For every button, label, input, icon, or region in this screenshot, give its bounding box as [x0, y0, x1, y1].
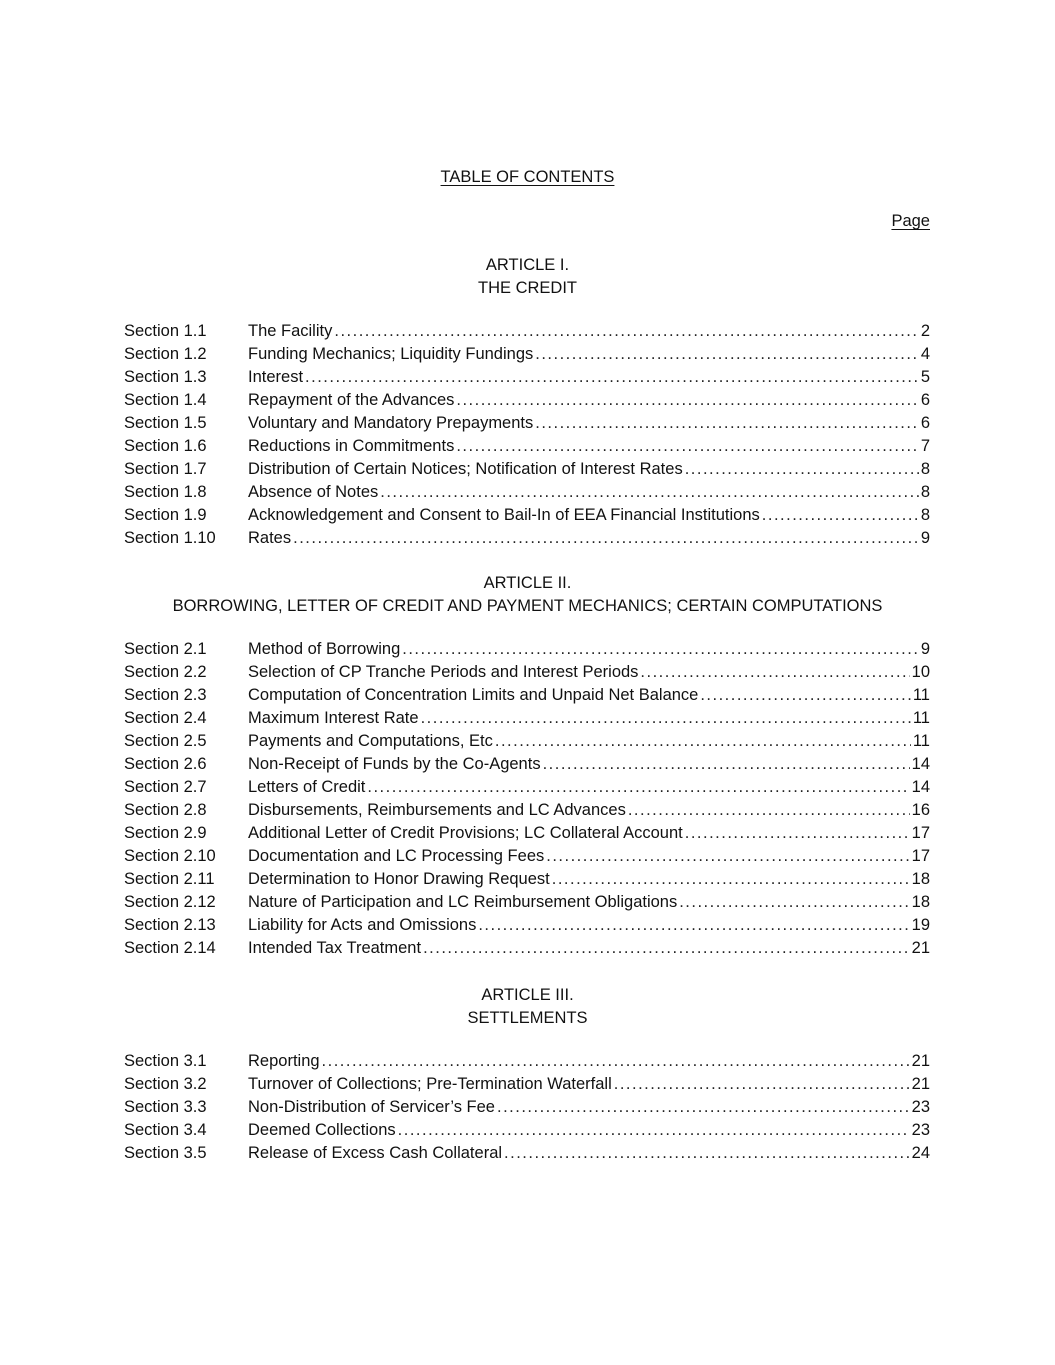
section-title: Reductions in Commitments	[248, 437, 455, 455]
section-number: Section 1.2	[124, 345, 207, 363]
section-number: Section 2.14	[124, 939, 216, 957]
section-number: Section 1.1	[124, 322, 207, 340]
dot-leader	[305, 366, 919, 389]
toc-entry[interactable]	[124, 868, 930, 891]
section-title: Determination to Honor Drawing Request	[248, 870, 550, 888]
toc-entry[interactable]	[124, 412, 930, 435]
toc-entry[interactable]	[124, 753, 930, 776]
toc-entry[interactable]	[124, 435, 930, 458]
section-number: Section 1.8	[124, 483, 207, 501]
article-entries	[0, 1050, 1055, 1165]
article-2	[0, 572, 1055, 960]
section-number: Section 2.6	[124, 755, 207, 773]
toc-entry[interactable]	[124, 458, 930, 481]
section-number: Section 2.12	[124, 893, 216, 911]
page-number: 16	[911, 801, 930, 819]
toc-entry[interactable]	[124, 730, 930, 753]
page-number: 8	[920, 460, 930, 478]
dot-leader	[497, 1096, 910, 1119]
page-number: 23	[911, 1121, 930, 1139]
page-number: 17	[911, 824, 930, 842]
page-number: 5	[920, 368, 930, 386]
article-entries	[0, 638, 1055, 960]
page-number: 6	[920, 414, 930, 432]
toc-entry[interactable]	[124, 707, 930, 730]
page-number: 18	[911, 893, 930, 911]
section-title: Absence of Notes	[248, 483, 379, 501]
toc-entry[interactable]	[124, 1050, 930, 1073]
page-number: 21	[911, 1052, 930, 1070]
dot-leader	[628, 799, 910, 822]
section-number: Section 1.3	[124, 368, 207, 386]
toc-entry[interactable]	[124, 638, 930, 661]
dot-leader	[495, 730, 911, 753]
dot-leader	[367, 776, 909, 799]
toc-entry[interactable]	[124, 937, 930, 960]
section-title: Payments and Computations, Etc	[248, 732, 493, 750]
dot-leader	[546, 845, 909, 868]
toc-entry[interactable]	[124, 684, 930, 707]
section-number: Section 2.5	[124, 732, 207, 750]
toc-entry[interactable]	[124, 481, 930, 504]
page-number: 21	[911, 1075, 930, 1093]
section-number: Section 2.7	[124, 778, 207, 796]
page-number: 4	[920, 345, 930, 363]
section-number: Section 1.7	[124, 460, 207, 478]
page-number: 19	[911, 916, 930, 934]
dot-leader	[685, 822, 910, 845]
dot-leader	[380, 481, 919, 504]
section-title: Selection of CP Tranche Periods and Interest Periods	[248, 663, 639, 681]
section-title: Maximum Interest Rate	[248, 709, 419, 727]
dot-leader	[685, 458, 919, 481]
page-number: 9	[920, 640, 930, 658]
dot-leader	[423, 937, 910, 960]
section-title: Distribution of Certain Notices; Notification of Interest Rates	[248, 460, 683, 478]
dot-leader	[478, 914, 909, 937]
page-number: 2	[920, 322, 930, 340]
section-number: Section 2.13	[124, 916, 216, 934]
section-title: Letters of Credit	[248, 778, 366, 796]
section-title: Interest	[248, 368, 304, 386]
page-number: 10	[911, 663, 930, 681]
article-number: ARTICLE III.	[481, 986, 574, 1004]
toc-entry[interactable]	[124, 527, 930, 550]
article-entries	[0, 320, 1055, 550]
page-number: 14	[911, 778, 930, 796]
section-title: Reporting	[248, 1052, 320, 1070]
dot-leader	[535, 343, 919, 366]
toc-entry[interactable]	[124, 914, 930, 937]
section-number: Section 2.10	[124, 847, 216, 865]
section-title: Funding Mechanics; Liquidity Fundings	[248, 345, 534, 363]
dot-leader	[293, 527, 919, 550]
page-number: 6	[920, 391, 930, 409]
page-number: 11	[912, 732, 930, 750]
page-number: 23	[911, 1098, 930, 1116]
section-title: Rates	[248, 529, 292, 547]
section-number: Section 1.4	[124, 391, 207, 409]
section-title: Disbursements, Reimbursements and LC Advances	[248, 801, 626, 819]
dot-leader	[640, 661, 909, 684]
toc-entry[interactable]	[124, 1142, 930, 1165]
toc-entry[interactable]	[124, 776, 930, 799]
section-number: Section 2.11	[124, 870, 215, 888]
page-number: 21	[911, 939, 930, 957]
toc-entry[interactable]	[124, 1096, 930, 1119]
dot-leader	[552, 868, 910, 891]
section-number: Section 3.4	[124, 1121, 207, 1139]
section-title: Intended Tax Treatment	[248, 939, 422, 957]
toc-entry[interactable]	[124, 504, 930, 527]
page-number: 18	[911, 870, 930, 888]
page-number: 11	[912, 686, 930, 704]
section-title: Nature of Participation and LC Reimbursement Obligations	[248, 893, 678, 911]
toc-entry[interactable]	[124, 1073, 930, 1096]
dot-leader	[456, 389, 918, 412]
section-number: Section 2.9	[124, 824, 207, 842]
toc-entry[interactable]	[124, 366, 930, 389]
section-number: Section 2.4	[124, 709, 207, 727]
article-name: SETTLEMENTS	[467, 1009, 588, 1027]
section-number: Section 2.3	[124, 686, 207, 704]
section-title: Repayment of the Advances	[248, 391, 455, 409]
dot-leader	[543, 753, 910, 776]
dot-leader	[456, 435, 918, 458]
section-number: Section 3.5	[124, 1144, 207, 1162]
section-number: Section 1.10	[124, 529, 216, 547]
page-number: 8	[920, 483, 930, 501]
section-title: Voluntary and Mandatory Prepayments	[248, 414, 534, 432]
section-number: Section 1.9	[124, 506, 207, 524]
section-title: Deemed Collections	[248, 1121, 396, 1139]
section-number: Section 3.2	[124, 1075, 207, 1093]
section-number: Section 2.8	[124, 801, 207, 819]
toc-entry[interactable]	[124, 799, 930, 822]
dot-leader	[421, 707, 911, 730]
toc-entry[interactable]	[124, 1119, 930, 1142]
section-title: Turnover of Collections; Pre-Termination Waterfall	[248, 1075, 612, 1093]
dot-leader	[398, 1119, 910, 1142]
article-number: ARTICLE I.	[485, 256, 570, 274]
dot-leader	[402, 638, 919, 661]
page-number: 7	[920, 437, 930, 455]
dot-leader	[700, 684, 911, 707]
article-name: THE CREDIT	[478, 279, 577, 297]
page-number: 24	[911, 1144, 930, 1162]
page-number: 14	[911, 755, 930, 773]
toc-entry[interactable]	[124, 343, 930, 366]
page-number: 9	[920, 529, 930, 547]
toc-title: TABLE OF CONTENTS	[440, 168, 615, 186]
toc-entry[interactable]	[124, 822, 930, 845]
article-1	[0, 254, 1055, 550]
article-3	[0, 984, 1055, 1165]
page-column-label: Page	[891, 212, 930, 230]
section-title: Non-Distribution of Servicer’s Fee	[248, 1098, 495, 1116]
section-title: Acknowledgement and Consent to Bail-In of EEA Financial Institutions	[248, 506, 760, 524]
article-number: ARTICLE II.	[483, 574, 572, 592]
section-number: Section 2.2	[124, 663, 207, 681]
toc-entry[interactable]	[124, 320, 930, 343]
toc-entry[interactable]	[124, 845, 930, 868]
dot-leader	[535, 412, 919, 435]
dot-leader	[679, 891, 909, 914]
page-number: 11	[912, 709, 930, 727]
section-title: Computation of Concentration Limits and Unpaid Net Balance	[248, 686, 699, 704]
section-title: Release of Excess Cash Collateral	[248, 1144, 503, 1162]
section-number: Section 1.5	[124, 414, 207, 432]
section-title: Additional Letter of Credit Provisions; LC Collateral Account	[248, 824, 683, 842]
toc-entry[interactable]	[124, 661, 930, 684]
section-title: Liability for Acts and Omissions	[248, 916, 477, 934]
dot-leader	[322, 1050, 910, 1073]
section-title: Non-Receipt of Funds by the Co-Agents	[248, 755, 541, 773]
section-number: Section 2.1	[124, 640, 207, 658]
page-number: 8	[920, 506, 930, 524]
section-title: Documentation and LC Processing Fees	[248, 847, 545, 865]
article-name: BORROWING, LETTER OF CREDIT AND PAYMENT MECHANICS; CERTAIN COMPUTATIONS	[172, 597, 883, 615]
dot-leader	[614, 1073, 910, 1096]
dot-leader	[334, 320, 918, 343]
page-number: 17	[911, 847, 930, 865]
toc-entry[interactable]	[124, 389, 930, 412]
section-number: Section 1.6	[124, 437, 207, 455]
section-number: Section 3.3	[124, 1098, 207, 1116]
dot-leader	[762, 504, 919, 527]
section-title: The Facility	[248, 322, 333, 340]
dot-leader	[504, 1142, 910, 1165]
section-title: Method of Borrowing	[248, 640, 401, 658]
toc-entry[interactable]	[124, 891, 930, 914]
section-number: Section 3.1	[124, 1052, 207, 1070]
